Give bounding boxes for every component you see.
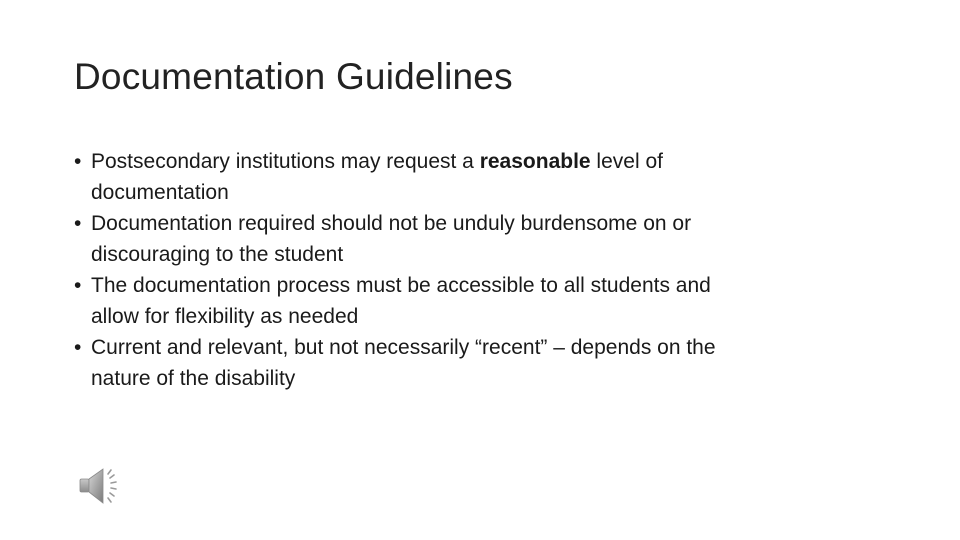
- speaker-icon-graphic: [76, 464, 128, 508]
- bullet-item: [74, 270, 894, 332]
- bullet-line-1: [91, 146, 894, 177]
- bullet-line-1: The documentation process must be accessible to all students and: [91, 274, 711, 297]
- bullet-marker: •: [74, 274, 82, 297]
- bullet-marker: •: [74, 212, 82, 235]
- slide-title: Documentation Guidelines: [74, 56, 513, 97]
- speaker-icon[interactable]: [76, 464, 128, 508]
- bullet-marker: •: [74, 336, 82, 359]
- bullet-item: [74, 208, 894, 270]
- bullet-marker: •: [74, 150, 82, 173]
- bullet-line-2: documentation: [91, 181, 229, 204]
- bullet-line-2: nature of the disability: [91, 367, 296, 390]
- bullet-bold-text: reasonable: [479, 150, 591, 173]
- bullet-text: Postsecondary institutions may request a: [91, 150, 480, 173]
- bullet-item: [74, 332, 894, 394]
- bullet-item: [74, 146, 894, 208]
- bullet-text: level of: [590, 150, 663, 173]
- bullet-list: [74, 146, 894, 394]
- bullet-line-1: Documentation required should not be unduly burdensome on or: [91, 212, 692, 235]
- bullet-line-2: discouraging to the student: [91, 243, 344, 266]
- bullet-line-1: Current and relevant, but not necessarily “recent” – depends on the: [91, 336, 716, 359]
- bullet-line-2: allow for flexibility as needed: [91, 305, 359, 328]
